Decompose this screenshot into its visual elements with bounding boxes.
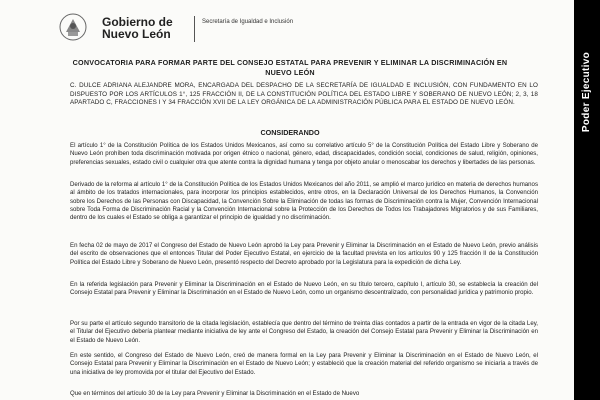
- paragraph: En fecha 02 de mayo de 2017 el Congreso del Estado de Nuevo León aprobó la Ley para Prevenir y Eliminar la Discriminación en el Estado de Nuevo León, previo análisis del escrito de observaciones que el entonces Titular del Poder Ejecutivo Estatal, en ejercicio de la facultad prevista en los artículos 90 y 125 fracción II de la Constitución Política del Estado Libre y Soberano de Nuevo León, presentó respecto del Decreto aprobado por la Legislatura para la expedición de dicha Ley.: [70, 242, 538, 266]
- government-name: Gobierno de Nuevo León: [102, 15, 173, 41]
- document-intro: C. DULCE ADRIANA ALEJANDRE MORA, ENCARGADA DEL DESPACHO DE LA SECRETARÍA DE IGUALDAD E INCLUSIÓN, CON FUNDAMENTO EN LO DISPUESTO POR LOS ARTÍCULOS 1°, 125 FRACCIÓN II, DE LA CONSTITUCIÓN POLÍTICA DEL ESTADO LIBRE Y SOBERANO DE NUEVO LEÓN; 2, 3, 18 APARTADO C, FRACCIONES I Y 34 FRACCIÓN XVII DE LA LEY ORGÁNICA DE LA ADMINISTRACIÓN PÚBLICA PARA EL ESTADO DE NUEVO LEÓN.: [70, 82, 538, 107]
- paragraph: En la referida legislación para Prevenir y Eliminar la Discriminación en el Estado de Nuevo León, en su título tercero, capítulo I, artículo 30, se establecía la creación del Consejo Estatal para Prevenir y Eliminar la Discriminación en el Estado de Nuevo León, como un organismo descentralizado, con personalidad jurídica y patrimonio propio.: [70, 281, 538, 297]
- side-banner: [574, 0, 600, 400]
- secretaria-name: Secretaría de Igualdad e Inclusión: [202, 19, 294, 25]
- state-seal-icon: [58, 12, 88, 42]
- considerando-heading: CONSIDERANDO: [260, 128, 320, 137]
- paragraph: Que en términos del artículo 30 de la Ley para Prevenir y Eliminar la Discriminación en el Estado de Nuevo: [70, 390, 360, 397]
- paragraph: El artículo 1° de la Constitución Política de los Estados Unidos Mexicanos, así como su correlativo artículo 5° de la Constitución Política del Estado Libre y Soberano de Nuevo León prohíben toda discriminación motivada por origen étnico o nacional, género, edad, discapacidades, condición social, condiciones de salud, religión, opiniones, preferencias sexuales, estado civil o cualquier otra que atente contra la dignidad humana y tenga por objeto anular o menoscabar los derechos y libertades de las personas.: [70, 142, 538, 166]
- paragraph: Derivado de la reforma al artículo 1° de la Constitución Política de los Estados Unidos Mexicanos del año 2011, se amplió el marco jurídico en materia de derechos humanos al ámbito de los tratados internacionales, para incorporar los principios establecidos, entre otros, en la Declaración Universal de los Derechos Humanos, la Convención sobre los Derechos de las Personas con Discapacidad, la Convención Sobre la Eliminación de todas las formas de Discriminación contra la Mujer, Convención Internacional sobre Toda Forma de Discriminación Racial y la Convención Internacional sobre la Protección de los Derechos de Todos los Trabajadores Migratorios y de sus Familiares, dentro de los cuales el Estado se obliga a garantizar el principio de igualdad y no discriminación.: [70, 181, 538, 222]
- document-title: CONVOCATORIA PARA FORMAR PARTE DEL CONSEJO ESTATAL PARA PREVENIR Y ELIMINAR LA DISCRIMINACIÓN EN NUEVO LEÓN: [72, 58, 508, 77]
- header-divider: [194, 16, 195, 42]
- paragraph: En este sentido, el Congreso del Estado de Nuevo León, creó de manera formal en la Ley para Prevenir y Eliminar la Discriminación en el Estado de Nuevo León, el Consejo Estatal para Prevenir y Eliminar la Discriminación en el Estado de Nuevo León; y estableció que la creación material del referido organismo se iniciaría a través de una iniciativa de ley promovida por el titular del Ejecutivo del Estado.: [70, 352, 538, 376]
- side-banner-label: Poder Ejecutivo: [581, 52, 592, 133]
- document-header: [58, 8, 538, 48]
- paragraph: Por su parte el artículo segundo transitorio de la citada legislación, establecía que dentro del término de treinta días contados a partir de la entrada en vigor de la citada Ley, el Titular del Ejecutivo debería plantear mediante iniciativa de ley ante el Congreso del Estado, la creación del Consejo Estatal para Prevenir y Eliminar la Discriminación en el Estado de Nuevo León.: [70, 320, 538, 344]
